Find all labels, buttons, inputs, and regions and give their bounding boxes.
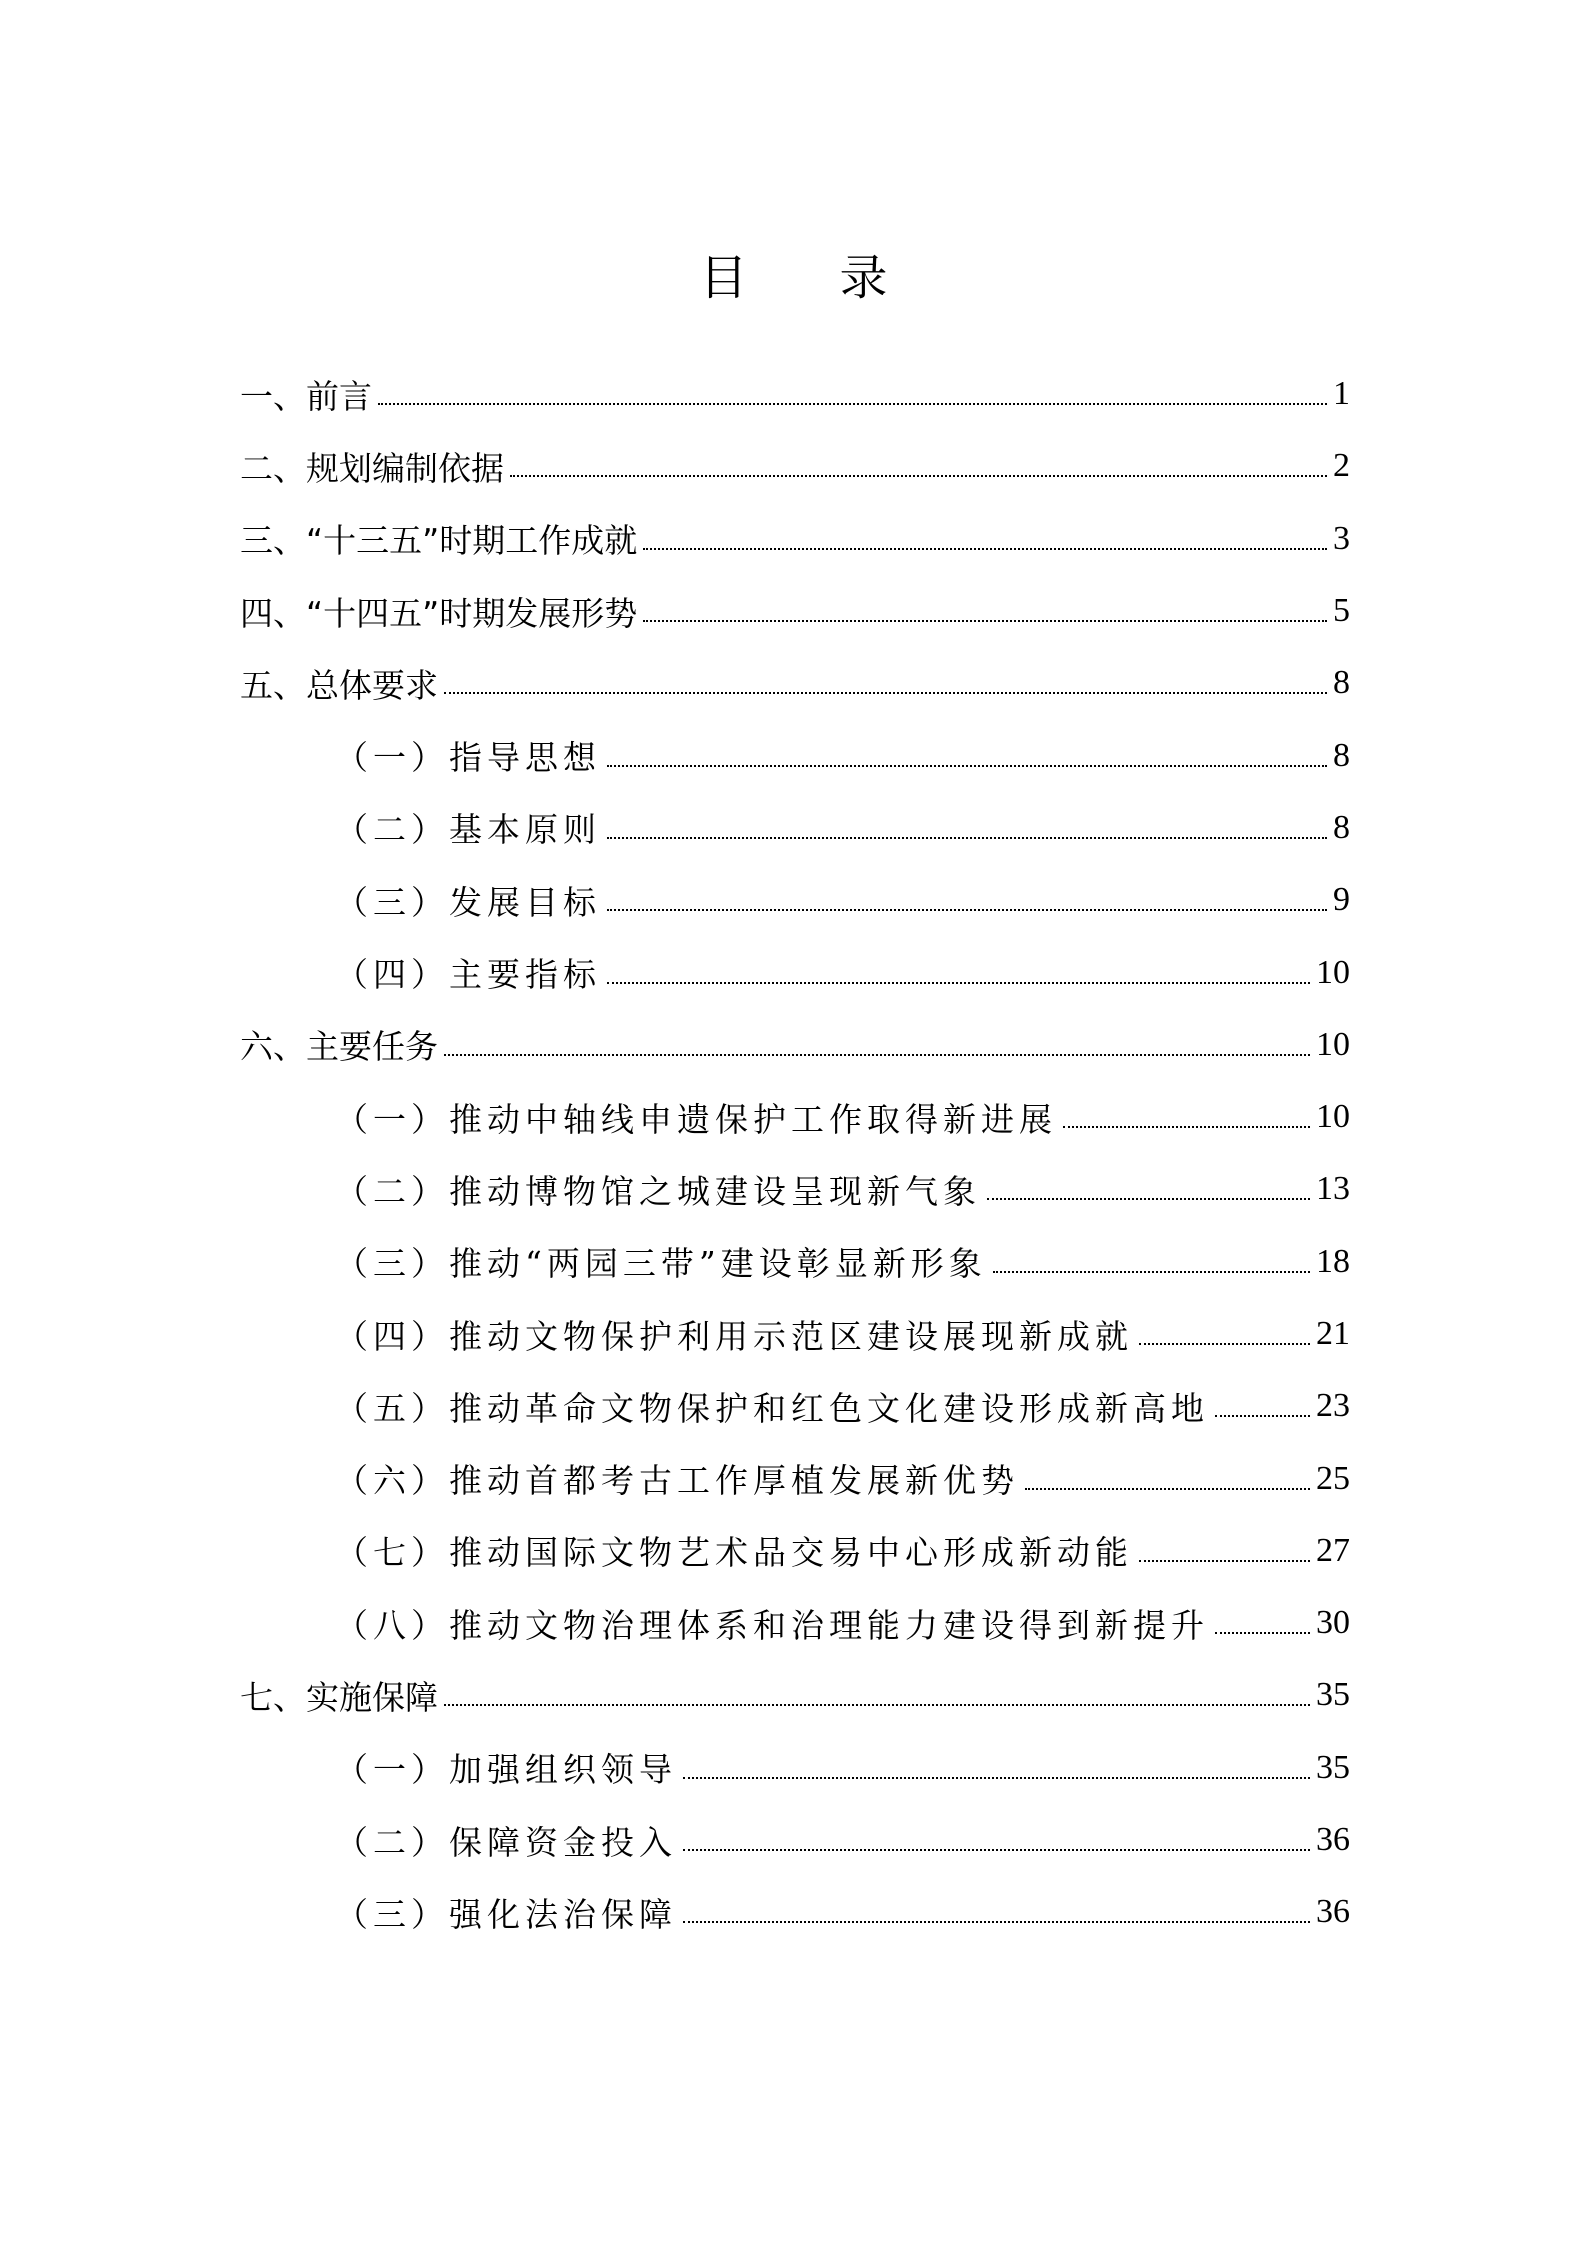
toc-subentry-main-indicators[interactable] <box>240 936 1350 1008</box>
dot-leader <box>683 1777 1310 1779</box>
toc-entry-label: 七、实施保障 <box>240 1677 438 1717</box>
toc-entry-page-number: 21 <box>1316 1315 1350 1352</box>
toc-subentry-organizational-leadership[interactable] <box>240 1732 1350 1804</box>
toc-entry-page-number: 2 <box>1333 447 1350 485</box>
toc-entry-main-tasks[interactable] <box>240 1009 1350 1081</box>
toc-subentry-art-trading-center[interactable] <box>240 1515 1350 1587</box>
toc-title-char-2: 录 <box>839 250 888 306</box>
toc-entry-page-number: 10 <box>1316 1098 1350 1136</box>
dot-leader <box>683 1849 1310 1851</box>
toc-entry-label: （六）推动首都考古工作厚植发展新优势 <box>335 1461 1019 1501</box>
dot-leader <box>378 403 1327 405</box>
dot-leader <box>1139 1343 1310 1345</box>
toc-entry-page-number: 27 <box>1316 1531 1350 1569</box>
toc-entry-planning-basis[interactable] <box>240 430 1350 502</box>
toc-entry-page-number: 25 <box>1316 1459 1350 1497</box>
dot-leader <box>643 548 1327 550</box>
dot-leader <box>1025 1488 1310 1490</box>
toc-entry-page-number: 9 <box>1333 881 1350 919</box>
toc-entry-13th-achievements[interactable] <box>240 503 1350 575</box>
toc-entry-page-number: 35 <box>1316 1676 1350 1714</box>
toc-entry-label: （七）推动国际文物艺术品交易中心形成新动能 <box>335 1533 1133 1573</box>
dot-leader <box>444 1054 1310 1056</box>
toc-subentry-rule-of-law[interactable] <box>240 1876 1350 1948</box>
toc-subentry-archaeology[interactable] <box>240 1442 1350 1514</box>
toc-entry-label: （一）加强组织领导 <box>335 1750 677 1790</box>
toc-entry-label: （三）强化法治保障 <box>335 1894 677 1934</box>
toc-subentry-development-goals[interactable] <box>240 864 1350 936</box>
toc-entry-page-number: 13 <box>1316 1170 1350 1208</box>
toc-entry-label: （五）推动革命文物保护和红色文化建设形成新高地 <box>335 1388 1209 1428</box>
toc-subentry-two-parks-three-belts[interactable] <box>240 1226 1350 1298</box>
toc-entry-label: （四）推动文物保护利用示范区建设展现新成就 <box>335 1316 1133 1356</box>
toc-entry-page-number: 36 <box>1316 1893 1350 1931</box>
toc-entry-preface[interactable] <box>240 358 1350 430</box>
toc-entry-page-number: 3 <box>1333 519 1350 557</box>
toc-subentry-demonstration-zone[interactable] <box>240 1298 1350 1370</box>
toc-title <box>0 238 1587 318</box>
dot-leader <box>1215 1415 1310 1417</box>
dot-leader <box>643 620 1327 622</box>
toc-entry-label: （二）基本原则 <box>335 810 601 850</box>
toc-entry-label: 一、前言 <box>240 376 372 416</box>
toc-entry-page-number: 1 <box>1333 375 1350 413</box>
toc-subentry-basic-principles[interactable] <box>240 792 1350 864</box>
toc-entry-page-number: 8 <box>1333 664 1350 702</box>
toc-entry-label: 五、总体要求 <box>240 665 438 705</box>
toc-entry-page-number: 10 <box>1316 953 1350 991</box>
dot-leader <box>1063 1126 1310 1128</box>
dot-leader <box>607 837 1327 839</box>
dot-leader <box>1139 1560 1310 1562</box>
toc-entry-page-number: 30 <box>1316 1604 1350 1642</box>
dot-leader <box>1215 1632 1310 1634</box>
toc-subentry-governance[interactable] <box>240 1587 1350 1659</box>
toc-entry-label: （一）推动中轴线申遗保护工作取得新进展 <box>335 1099 1057 1139</box>
toc-entry-label: （八）推动文物治理体系和治理能力建设得到新提升 <box>335 1605 1209 1645</box>
dot-leader <box>510 475 1327 477</box>
dot-leader <box>444 692 1327 694</box>
dot-leader <box>987 1198 1310 1200</box>
dot-leader <box>683 1921 1310 1923</box>
toc-entry-implementation[interactable] <box>240 1659 1350 1731</box>
toc-subentry-central-axis[interactable] <box>240 1081 1350 1153</box>
toc-subentry-guiding-ideology[interactable] <box>240 719 1350 791</box>
toc-entry-label: （四）主要指标 <box>335 955 601 995</box>
toc-title-char-1: 目 <box>699 250 748 306</box>
toc-entry-page-number: 35 <box>1316 1748 1350 1786</box>
toc-entry-label: （三）推动“两园三带”建设彰显新形象 <box>335 1244 987 1284</box>
dot-leader <box>444 1704 1310 1706</box>
toc-subentry-museum-city[interactable] <box>240 1153 1350 1225</box>
toc-entry-label: 六、主要任务 <box>240 1027 438 1067</box>
dot-leader <box>607 765 1327 767</box>
toc-entry-page-number: 5 <box>1333 592 1350 630</box>
toc-entry-label: （一）指导思想 <box>335 738 601 778</box>
toc-entry-label: （二）保障资金投入 <box>335 1822 677 1862</box>
toc-entry-label: 三、“十三五”时期工作成就 <box>240 521 638 561</box>
toc-entry-page-number: 23 <box>1316 1387 1350 1425</box>
toc-entry-page-number: 8 <box>1333 808 1350 846</box>
toc-entry-overall-requirements[interactable] <box>240 647 1350 719</box>
table-of-contents <box>240 358 1350 1949</box>
toc-entry-page-number: 8 <box>1333 736 1350 774</box>
dot-leader <box>607 982 1310 984</box>
toc-entry-label: 四、“十四五”时期发展形势 <box>240 593 638 633</box>
toc-subentry-funding[interactable] <box>240 1804 1350 1876</box>
toc-entry-page-number: 36 <box>1316 1821 1350 1859</box>
toc-entry-label: （二）推动博物馆之城建设呈现新气象 <box>335 1171 981 1211</box>
toc-subentry-revolutionary-relics[interactable] <box>240 1370 1350 1442</box>
toc-entry-label: 二、规划编制依据 <box>240 448 504 488</box>
toc-entry-14th-situation[interactable] <box>240 575 1350 647</box>
dot-leader <box>607 909 1327 911</box>
dot-leader <box>993 1271 1310 1273</box>
toc-entry-label: （三）发展目标 <box>335 882 601 922</box>
toc-entry-page-number: 18 <box>1316 1242 1350 1280</box>
toc-entry-page-number: 10 <box>1316 1025 1350 1063</box>
